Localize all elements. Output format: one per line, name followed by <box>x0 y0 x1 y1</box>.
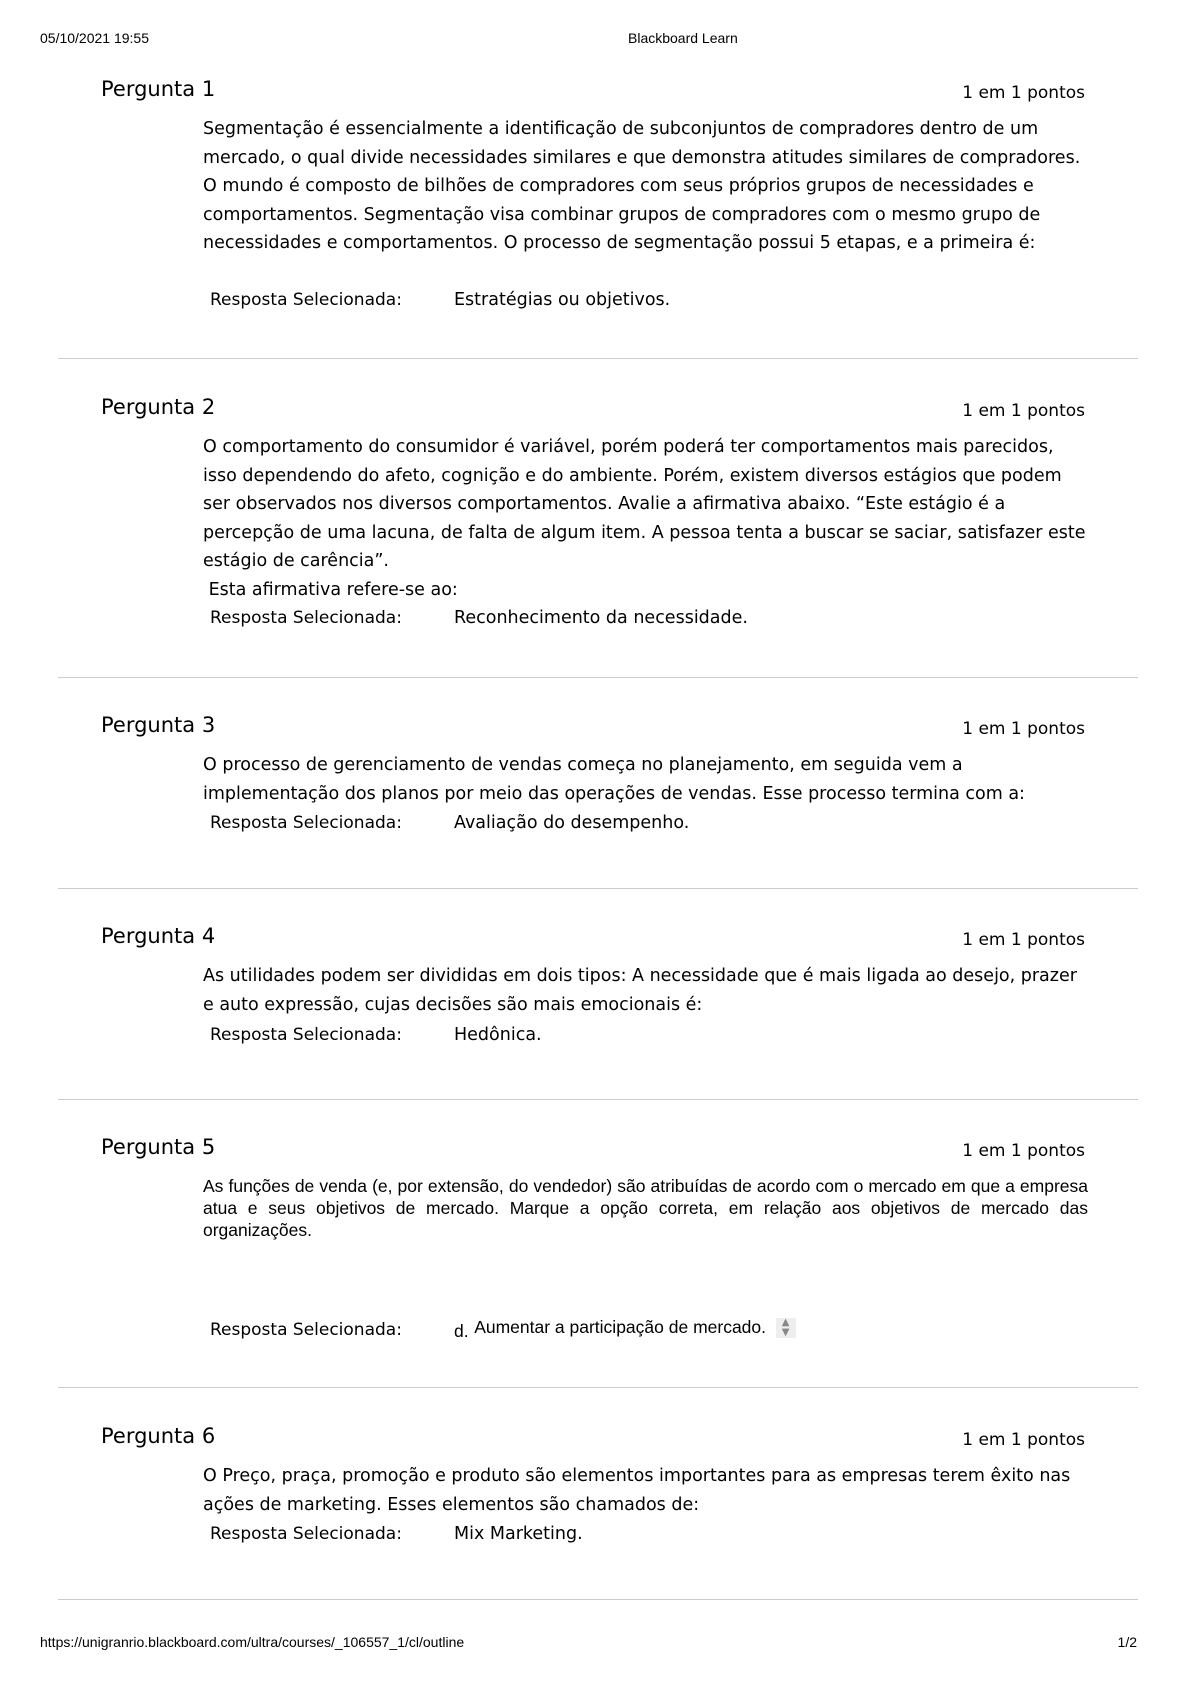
divider <box>58 358 1138 359</box>
page-number: 1/2 <box>1117 1634 1137 1650</box>
selected-answer: Estratégias ou objetivos. <box>454 290 671 310</box>
divider <box>58 1599 1138 1600</box>
question-text-followup: Esta afirmativa refere-se ao: <box>203 579 458 600</box>
divider <box>58 1099 1138 1100</box>
question-points: 1 em 1 pontos <box>962 719 1085 739</box>
question-points: 1 em 1 pontos <box>962 1141 1085 1161</box>
answer-label: Resposta Selecionada: <box>210 290 402 310</box>
answer-option-text: Aumentar a participação de mercado. <box>474 1317 767 1337</box>
divider <box>58 677 1138 678</box>
question-text: As utilidades podem ser divididas em dois tipos: A necessidade que é mais ligada ao desejo, prazer e auto expressão, cujas decisões são mais emocionais é: <box>203 966 1077 1015</box>
question-points: 1 em 1 pontos <box>962 401 1085 421</box>
selected-answer: Avaliação do desempenho. <box>454 813 690 833</box>
answer-option-letter: d. <box>454 1321 469 1341</box>
answer-label: Resposta Selecionada: <box>210 608 402 628</box>
answer-label: Resposta Selecionada: <box>210 1025 402 1045</box>
divider <box>58 888 1138 889</box>
footer-url: https://unigranrio.blackboard.com/ultra/courses/_106557_1/cl/outline <box>40 1634 465 1650</box>
question-text: O processo de gerenciamento de vendas começa no planejamento, em seguida vem a implementação dos planos por meio das operações de vendas. Esse processo termina com a: <box>203 755 1025 804</box>
selected-answer: Mix Marketing. <box>454 1524 583 1544</box>
question-text-main: O comportamento do consumidor é variável, porém poderá ter comportamentos mais parecidos, isso dependendo do afeto, cognição e do ambiente. Porém, existem diversos estágios que podem ser observados nos diversos comportamentos. Avalie a afirmativa abaixo. “Este estágio é a percepção de uma lacuna, de falta de algum item. A pessoa tenta a buscar se saciar, satisfazer este estágio de carência”. <box>203 437 1086 571</box>
question-title: Pergunta 4 <box>101 924 216 948</box>
selected-answer: Hedônica. <box>454 1025 542 1045</box>
question-title: Pergunta 5 <box>101 1135 216 1159</box>
answer-label: Resposta Selecionada: <box>210 1524 402 1544</box>
question-points: 1 em 1 pontos <box>962 930 1085 950</box>
question-text: O Preço, praça, promoção e produto são elementos importantes para as empresas terem êxito nas ações de marketing. Esses elementos são chamados de: <box>203 1466 1071 1515</box>
answer-label: Resposta Selecionada: <box>210 1320 402 1340</box>
print-datetime: 05/10/2021 19:55 <box>40 30 149 46</box>
question-title: Pergunta 6 <box>101 1424 216 1448</box>
question-points: 1 em 1 pontos <box>962 1430 1085 1450</box>
selected-answer: Reconhecimento da necessidade. <box>454 608 748 628</box>
question-title: Pergunta 3 <box>101 713 216 737</box>
spinner-arrows-icon: ▲ ▼ <box>776 1318 796 1338</box>
question-text <box>203 433 1088 604</box>
selected-answer <box>454 1317 796 1341</box>
question-points: 1 em 1 pontos <box>962 83 1085 103</box>
question-text: Segmentação é essencialmente a identificação de subconjuntos de compradores dentro de um mercado, o qual divide necessidades similares e que demonstra atitudes similares de compradores. O mundo é composto de bilhões de compradores com seus próprios grupos de necessidades e comportamentos. Segmentação visa combinar grupos de compradores com o mesmo grupo de necessidades e comportamentos. O processo de segmentação possui 5 etapas, e a primeira é: <box>203 119 1081 253</box>
question-title: Pergunta 1 <box>101 77 216 101</box>
question-title: Pergunta 2 <box>101 395 216 419</box>
question-text: As funções de venda (e, por extensão, do vendedor) são atribuídas de acordo com o mercado em que a empresa atua e seus objetivos de mercado. Marque a opção correta, em relação aos objetivos de mercado das organizações. <box>203 1176 1088 1240</box>
answer-label: Resposta Selecionada: <box>210 813 402 833</box>
page-header-title: Blackboard Learn <box>628 30 738 46</box>
divider <box>58 1387 1138 1388</box>
